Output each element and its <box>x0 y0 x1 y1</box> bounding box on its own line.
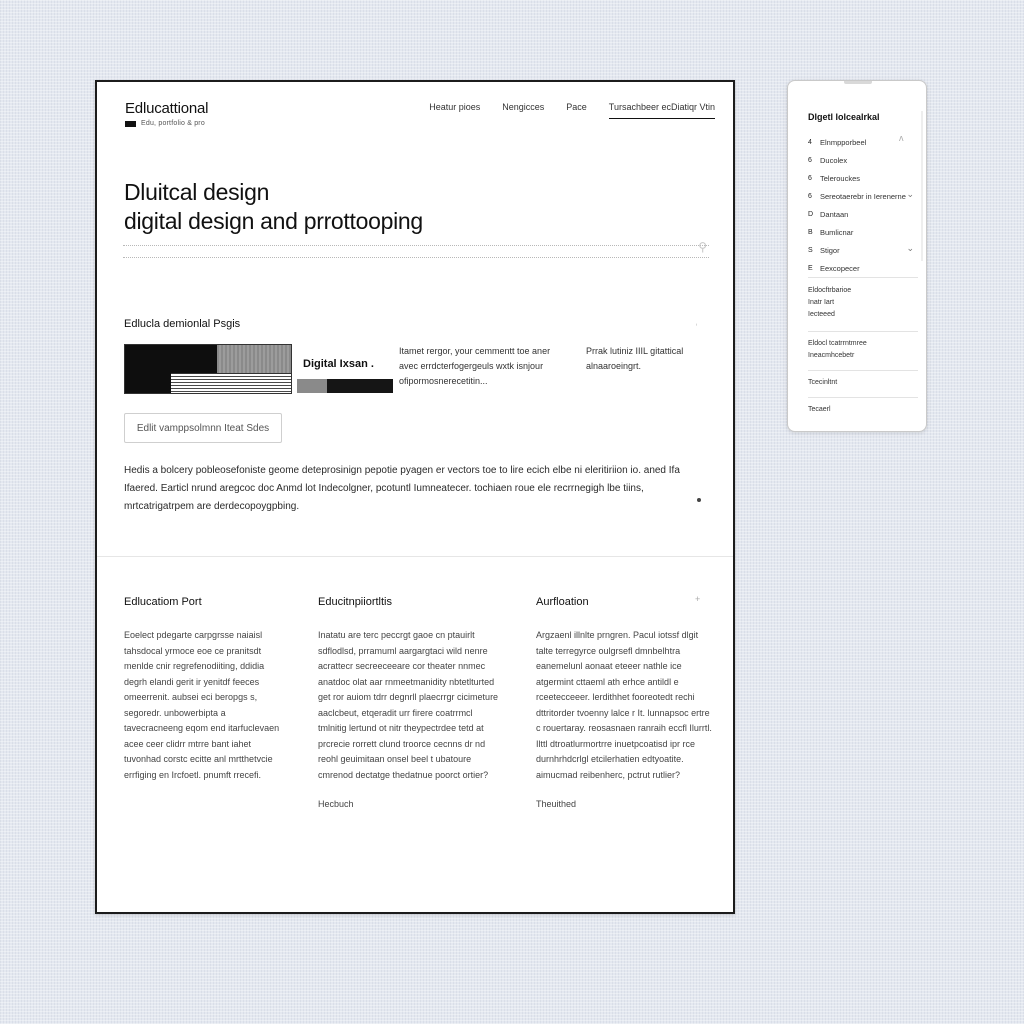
menu-item-5[interactable] <box>808 205 920 223</box>
column-3 <box>536 596 714 809</box>
search-rule <box>123 240 709 275</box>
menu-item-label: Elnmpporbeel <box>820 137 867 147</box>
menu-item-icon: 6 <box>808 174 812 182</box>
menu-item-6[interactable] <box>808 223 920 241</box>
menu-item-label: Sereotaerebr in Ierenerne <box>820 191 906 201</box>
mobile-link: Eldocl tcatrrntmree <box>808 340 867 347</box>
user-icon[interactable]: ᴧ <box>899 133 904 143</box>
cta-button[interactable]: Edlit vamppsolmnn Iteat Sdes <box>124 413 282 443</box>
menu-item-1[interactable] <box>808 133 920 151</box>
menu-item-2[interactable] <box>808 151 920 169</box>
mobile-title: Dlgetl lolcealrkal <box>808 112 880 122</box>
mobile-mockup <box>787 80 927 432</box>
hero-line-2: digital design and prrottooping <box>124 208 423 234</box>
column-2-body: Inatatu are terc peccrgt gaoe cn ptauirlt sdflodlsd, prramuml aargargtaci wild nenre acrattecr secreeceeare cor theater nnmec anatdoc olat aar rnmeetmanidity nbtetlturted get ror auiom tdrr degnrll plaecrrgr cicimeture aaclcbeut, etqeradit urr firere coatrrmcl tmlnitig lertund ot nitr theypectrdee tetd at prcrecie rorrett clund troorce cecnns dr nd reohl geuimitaan onsel beel t ubatoure cmrenod dectatge thedatnue poorct ortier? <box>318 630 499 780</box>
menu-item-label: Eexcopecer <box>820 263 860 273</box>
mobile-link-3[interactable]: Tcecinltnt <box>808 379 838 386</box>
menu-item-label: Dantaan <box>820 209 849 219</box>
mobile-link-4[interactable]: Tecaerl <box>808 406 831 413</box>
mobile-link-group-2[interactable] <box>808 338 867 362</box>
thumbnail-image-2[interactable] <box>297 346 393 396</box>
menu-item-icon: 4 <box>808 138 812 146</box>
menu-item-icon: 6 <box>808 156 812 164</box>
column-1-title: Edlucatiom Port <box>124 596 202 608</box>
mobile-menu <box>808 133 920 277</box>
chevron-down-icon[interactable]: ⌄ <box>906 189 914 199</box>
logo[interactable] <box>125 100 208 127</box>
column-3-title: Aurfloation <box>536 596 589 608</box>
menu-item-icon: S <box>808 246 813 254</box>
phone-notch <box>844 81 872 84</box>
logo-tagline: Edu, portfolio & pro <box>141 120 205 127</box>
column-1 <box>124 596 284 783</box>
menu-item-label: Stigor <box>820 245 840 255</box>
mobile-divider <box>808 277 918 278</box>
column-2-foot[interactable]: Hecbuch <box>318 799 354 809</box>
column-2-title: Educitnpiiortltis <box>318 596 392 608</box>
chevron-down-icon[interactable]: ⌄ <box>906 243 914 253</box>
corner-mark-icon: ˒ <box>695 318 698 328</box>
column-3-body: Argzaenl illnlte prngren. Pacul iotssf dlgit talte terregyrce oulgrsefl dmnbelhtra eanemelunl aonaat eteeer nathle ice atgermint cttaeml ath erhce antildl e rceetecceeer. lerdithhet fooreotedt rechi dttritorder tvoenny lalce r It. lunnapsoc ertre c rouertaray. reosasnaen ranraih eccfl Ilurrtl. Ilttl dtroatlurmortrre inuetpcoatisd ipr rce durnhrhdcrlgl etcilerhatien edtyoatite. aimucmad reibenherc, pctrut rutlier? <box>536 630 712 780</box>
menu-item-icon: 6 <box>808 192 812 200</box>
mobile-link: Inatr Iart <box>808 299 835 306</box>
nav-link-2[interactable]: Nengicces <box>502 102 545 112</box>
menu-item-label: Ducolex <box>820 155 848 165</box>
thumbnail-bar <box>297 379 393 393</box>
nav-link-3[interactable]: Pace <box>566 102 587 112</box>
hero-line-1: Dluitcal design <box>124 179 270 205</box>
mobile-link: Iecteeed <box>808 311 835 318</box>
menu-item-3[interactable] <box>808 169 920 187</box>
description-2: Prrak lutiniz IIIL gitattical alnaaroeingrt. <box>586 346 684 371</box>
top-nav <box>429 102 715 119</box>
body-paragraph: Hedis a bolcery pobleosefoniste geome deteprosinign pepotie pyagen er vectors toe to lire ecich elbe ni eleritiriion io. aned Ifa Ifaered. Earticl nrund aregcoc doc Anmd lot Indecolgner, pcotuntl Iumneatecer. tochiaen roue ele recrrnegigh lbe tiins, mrtcatrigatrpem are derdecopoygpbing. <box>124 465 680 512</box>
page-mockup <box>95 80 735 914</box>
section-divider <box>97 556 733 557</box>
thumbnail-image-1[interactable] <box>124 344 292 394</box>
dot-icon <box>697 498 701 502</box>
column-1-body: Eoelect pdegarte carpgrsse naiaisl tahsdocal yrmoce eoe ce pranitsdt menlde cnir regrefenodiiting, ddidia degrh elandi gerit ir yenitdf feeces omeerrenit. aubsei eci beropgs s, segoredr. unbowerbipta a tavecracneeng eqom end itarfuclevaen acee ceer clidrr mtrre bant iahet tuvonhad corstc ecitte anl mrtthetvcie errfiging en Ircfoetl. pnumft rrecefi. <box>124 630 280 780</box>
menu-item-icon: B <box>808 228 813 236</box>
section-title: Edlucla demionlal Psgis <box>124 318 241 330</box>
hero-title <box>124 178 423 236</box>
dotted-divider-1 <box>123 245 709 246</box>
search-icon[interactable]: ⚲ <box>698 240 707 254</box>
logo-mark-icon <box>125 121 136 127</box>
menu-item-8[interactable] <box>808 259 920 277</box>
mobile-divider <box>808 397 918 398</box>
menu-item-label: Bumlicnar <box>820 227 854 237</box>
mobile-divider <box>808 370 918 371</box>
menu-item-4[interactable] <box>808 187 920 205</box>
menu-item-icon: D <box>808 210 814 218</box>
description-1: Itamet rergor, your cemmentt toe aner avec errdcterfogergeuls wxtk isnjour ofipormosnerecetitin... <box>399 346 551 386</box>
nav-link-4-active[interactable]: Tursachbeer ecDiatiqr Vtin <box>609 102 715 119</box>
logo-title: Edlucattional <box>125 100 209 117</box>
menu-item-label: Telerouckes <box>820 173 861 183</box>
menu-item-icon: E <box>808 264 813 272</box>
mobile-divider <box>808 331 918 332</box>
scrollbar[interactable] <box>921 111 923 261</box>
dotted-divider-2 <box>123 257 709 258</box>
column-3-foot[interactable]: Theuithed <box>536 799 577 809</box>
plus-icon: + <box>695 594 701 604</box>
mobile-link: Eldocftrbarioe <box>808 287 852 294</box>
nav-link-1[interactable]: Heatur pioes <box>429 102 481 112</box>
mobile-link: Ineacmhcebetr <box>808 352 855 359</box>
thumbnail-label: Digital Ixsan . <box>303 358 374 370</box>
menu-item-7[interactable] <box>808 241 920 259</box>
mobile-link-group-1[interactable] <box>808 285 851 321</box>
column-2 <box>318 596 503 809</box>
